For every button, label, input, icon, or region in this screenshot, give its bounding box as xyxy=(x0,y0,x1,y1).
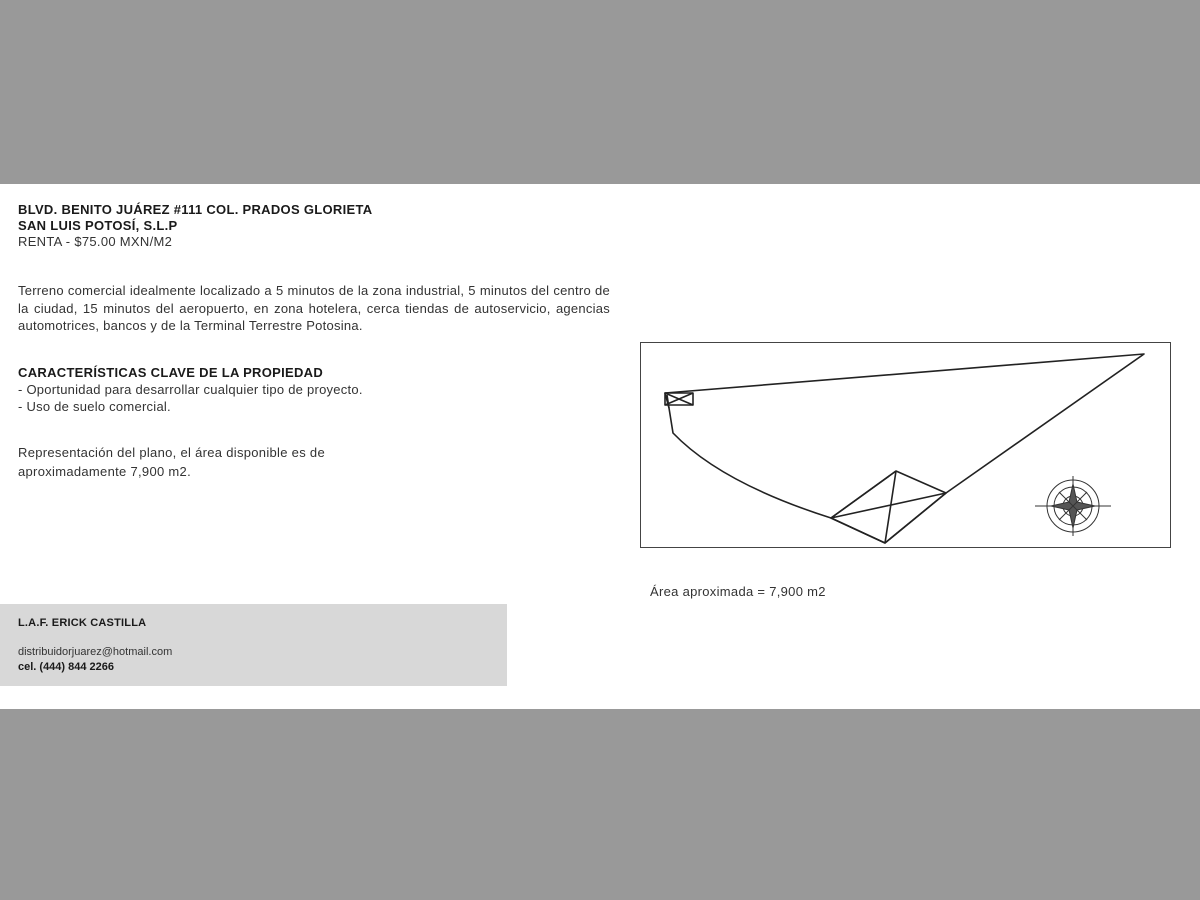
address-line-2: SAN LUIS POTOSÍ, S.L.P xyxy=(18,218,178,233)
area-caption: Área aproximada = 7,900 m2 xyxy=(650,584,826,599)
plan-note-line-1: Representación del plano, el área disponible es de xyxy=(18,444,325,460)
feature-item: - Oportunidad para desarrollar cualquier tipo de proyecto. xyxy=(18,381,363,397)
listing-sheet xyxy=(0,184,1200,709)
plan-note xyxy=(18,443,610,481)
rent-price: RENTA - $75.00 MXN/M2 xyxy=(18,234,173,249)
contact-name: L.A.F. ERICK CASTILLA xyxy=(18,617,147,629)
site-plan xyxy=(640,342,1171,548)
contact-email: distribuidorjuarez@hotmail.com xyxy=(18,646,173,658)
site-plan-drawing xyxy=(641,343,1172,549)
corner-marker-cross xyxy=(665,393,693,405)
property-description: Terreno comercial idealmente localizado a 5 minutos de la zona industrial, 5 minutos del centro de la ciudad, 15 minutos del aeropuerto, en zona hotelera, cerca tiendas de autoservicio, agencias automotrices, bancos y de la Terminal Terrestre Potosina. xyxy=(18,283,610,333)
diamond-structure xyxy=(831,471,946,543)
feature-item: - Uso de suelo comercial. xyxy=(18,398,171,414)
lot-boundary-inner xyxy=(667,395,669,408)
features-title: CARACTERÍSTICAS CLAVE DE LA PROPIEDAD xyxy=(18,364,324,380)
compass-rose-icon xyxy=(1035,476,1111,536)
contact-box xyxy=(0,604,507,686)
contact-phone: cel. (444) 844 2266 xyxy=(18,661,115,673)
plan-note-line-2: aproximadamente 7,900 m2. xyxy=(18,463,191,479)
address-line-1: BLVD. BENITO JUÁREZ #111 COL. PRADOS GLORIETA xyxy=(18,202,373,217)
listing-text xyxy=(18,202,610,481)
